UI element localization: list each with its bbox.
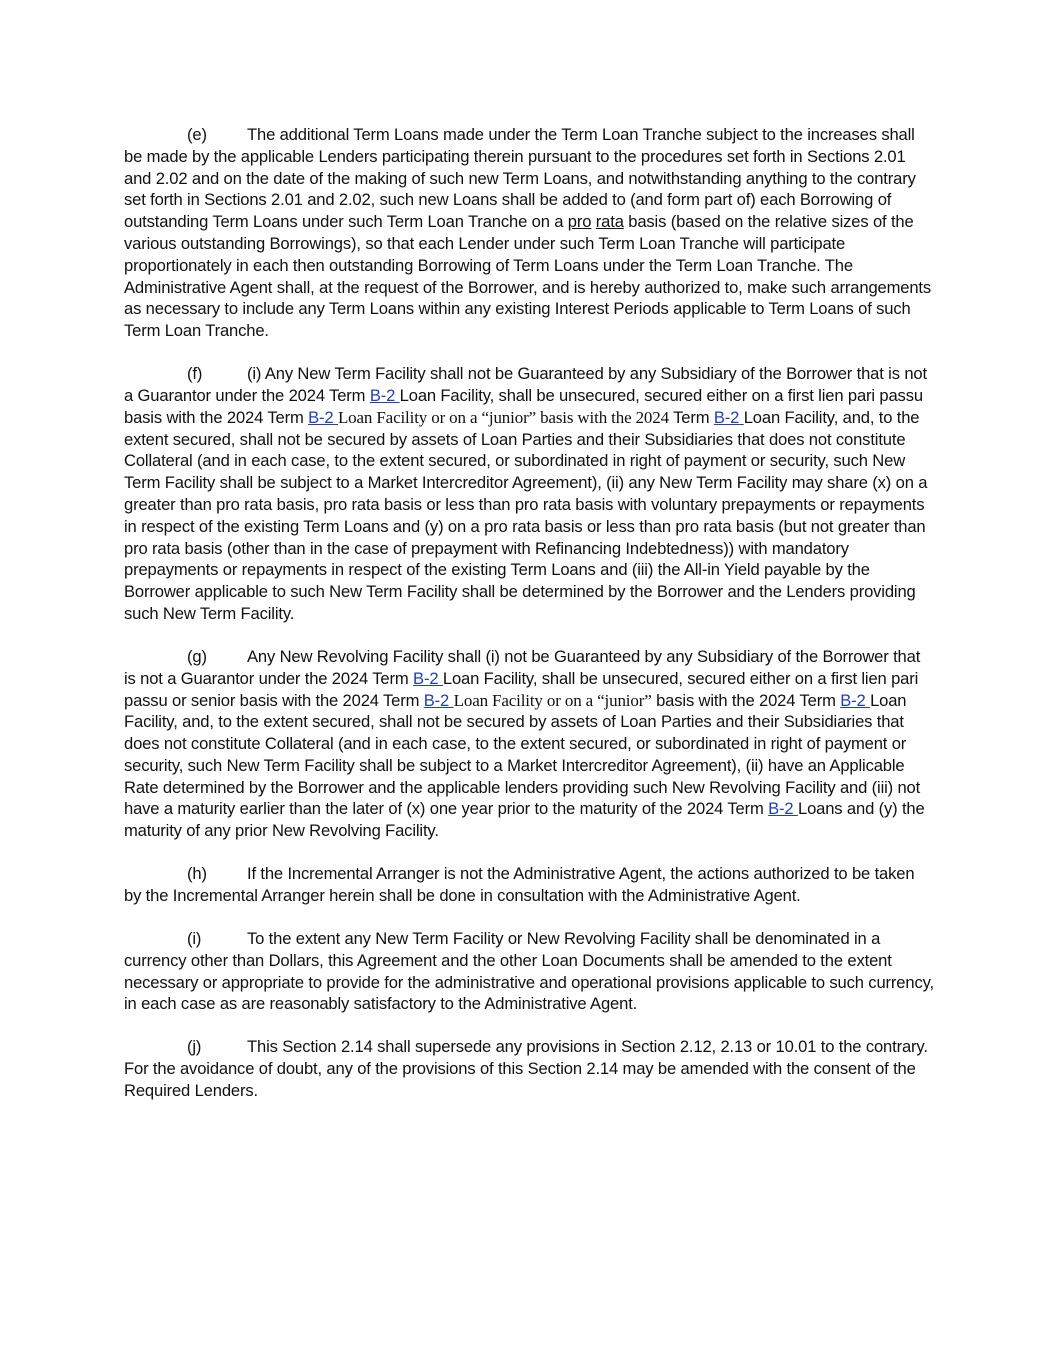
paragraph-label: (f) <box>187 364 203 384</box>
paragraph-text: To the extent any New Term Facility or New Revolving Facility shall be denominated in a currency other than Dollars, this Agreement and the other Loan Documents shall be amended to the extent necessary or appropriate to provide for the administrative and operational provisions applicable to such currency, in each case as are reasonably satisfactory to the Administrative Agent. <box>124 929 934 1014</box>
paragraph-text: Term <box>668 407 714 427</box>
paragraph-text-serif: Loan Facility or on a “junior” <box>453 690 652 710</box>
paragraph-text: The additional Term Loans made under the Term Loan Tranche subject to the increases shall be made by the applicable Lenders participating therein pursuant to the procedures set forth in Sections 2.01 and 2.02 and on the date of the making of such new Term Loans, and notwithstanding anything to the contrary set forth in Sections 2.01 and 2.02, such new Loans shall be added to (and form part of) each Borrowing of outstanding Term Loans under such Term Loan Tranche on a <box>124 125 916 232</box>
paragraph-label: (e) <box>187 125 207 144</box>
paragraph-text: This Section 2.14 shall supersede any provisions in Section 2.12, 2.13 or 10.01 to the contrary. For the avoidance of doubt, any of the provisions of this Section 2.14 may be amended with the consent of the Required Lenders. <box>124 1037 928 1101</box>
paragraph-j <box>124 1036 936 1101</box>
b2-link[interactable]: B-2 <box>369 385 400 405</box>
paragraph-i <box>124 928 936 1015</box>
paragraph-text-serif: Loan Facility or on a “junior” basis with the 2024 <box>337 407 669 427</box>
pro-underlined: pro <box>567 212 592 232</box>
paragraph-text: Loan Facility, shall be unsecured, secured either on a first lien pari passu or senior basis with the 2024 Term <box>124 668 919 710</box>
paragraph-e <box>124 124 936 342</box>
b2-link[interactable]: B-2 <box>768 799 798 819</box>
paragraph-g <box>124 646 936 842</box>
paragraph-text: (i) Any New Term Facility shall not be Guaranteed by any Subsidiary of the Borrower that is not a Guarantor under the 2024 Term <box>124 364 927 405</box>
paragraph-text: Loans and (y) the maturity of any prior New Revolving Facility. <box>124 799 925 841</box>
paragraph-label: (i) <box>187 929 202 949</box>
rata-underlined: rata <box>595 212 624 232</box>
document-page <box>124 124 936 1123</box>
paragraph-text: Any New Revolving Facility shall (i) not be Guaranteed by any Subsidiary of the Borrower that is not a Guarantor under the 2024 Term <box>124 646 921 688</box>
paragraph-text: basis (based on the relative sizes of the various outstanding Borrowings), so that each Lender under such Term Loan Tranche will participate proportionately in each then outstanding Borrowing of Term Loans under the Term Loan Tranche. The Administrative Agent shall, at the request of the Borrower, and is hereby authorized to, make such arrangements as necessary to include any Term Loans within any existing Interest Periods applicable to Term Loans of such Term Loan Tranche. <box>124 212 932 341</box>
b2-link[interactable]: B-2 <box>308 407 338 427</box>
b2-link[interactable]: B-2 <box>413 668 443 688</box>
b2-link[interactable]: B-2 <box>713 407 744 427</box>
paragraph-label: (j) <box>187 1037 202 1057</box>
paragraph-f <box>124 363 936 625</box>
paragraph-text: Loan Facility, shall be unsecured, secured either on a first lien pari passu basis with the 2024 Term <box>124 385 923 427</box>
b2-link[interactable]: B-2 <box>840 690 871 710</box>
paragraph-text: basis with the 2024 Term <box>651 690 841 710</box>
paragraph-label: (h) <box>187 864 207 884</box>
paragraph-label: (g) <box>187 646 207 666</box>
paragraph-h <box>124 863 936 907</box>
paragraph-text: Loan Facility, and, to the extent secured, shall not be secured by assets of Loan Parties and their Subsidiaries that does not constitute Collateral (and in each case, to the extent secured, or subordinated in right of payment or security, such New Term Facility shall be subject to a Market Intercreditor Agreement), (ii) any New Term Facility may share (x) on a greater than pro rata basis, pro rata basis or less than pro rata basis with voluntary prepayments or repayments in respect of the existing Term Loans and (y) on a pro rata basis or less than pro rata basis (but not greater than pro rata basis (other than in the case of prepayment with Refinancing Indebtedness)) with mandatory prepayments or repayments in respect of the existing Term Loans and (iii) the All-in Yield payable by the Borrower applicable to such New Term Facility shall be determined by the Borrower and the Lenders providing such New Term Facility. <box>124 407 928 623</box>
paragraph-text: Loan Facility, and, to the extent secured, shall not be secured by assets of Loan Parties and their Subsidiaries that does not constitute Collateral (and in each case, to the extent secured, or subordinated in right of payment or security, such New Term Facility shall be subject to a Market Intercreditor Agreement), (ii) have an Applicable Rate determined by the Borrower and the applicable lenders providing such New Revolving Facility and (iii) not have a maturity earlier than the later of (x) one year prior to the maturity of the 2024 Term <box>124 690 921 819</box>
b2-link[interactable]: B-2 <box>423 690 454 710</box>
paragraph-text: If the Incremental Arranger is not the Administrative Agent, the actions authorized to be taken by the Incremental Arranger herein shall be done in consultation with the Administrative Agent. <box>124 864 915 906</box>
